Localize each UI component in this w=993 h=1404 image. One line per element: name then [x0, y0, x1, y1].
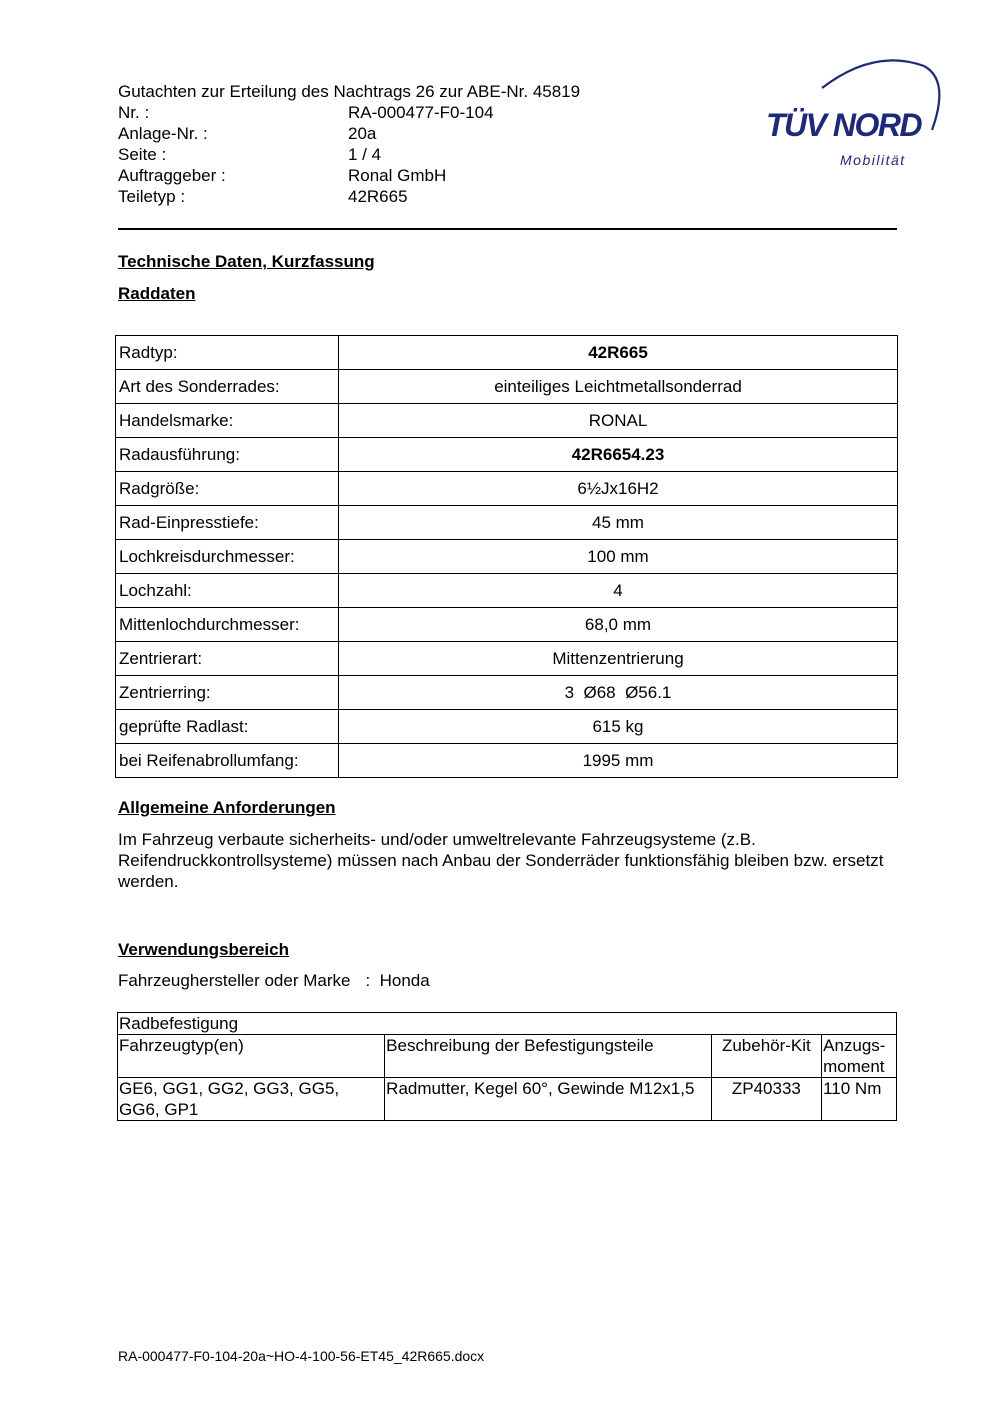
- column-header: Anzugs-moment: [822, 1035, 897, 1078]
- header-value: RA-000477-F0-104: [348, 103, 494, 122]
- table-row: [116, 438, 898, 472]
- header-key: Nr. :: [118, 103, 150, 122]
- wheel-value: 615 kg: [339, 710, 898, 744]
- wheel-key: Handelsmarke:: [116, 404, 339, 438]
- wheel-value: 42R6654.23: [339, 438, 898, 472]
- header-value: Ronal GmbH: [348, 166, 447, 185]
- wheel-value: 68,0 mm: [339, 608, 898, 642]
- header-value: 42R665: [348, 187, 408, 206]
- wheel-value: 6½Jx16H2: [339, 472, 898, 506]
- header-value: 1 / 4: [348, 145, 382, 164]
- header-divider: [118, 228, 897, 230]
- logo-brand: TÜV NORD: [766, 107, 922, 143]
- logo-subtitle: Mobilität: [840, 152, 906, 168]
- file-name-footer: RA-000477-F0-104-20a~HO-4-100-56-ET45_42R665.docx: [118, 1348, 485, 1364]
- general-requirements-text: Im Fahrzeug verbaute sicherheits- und/oder umweltrelevante Fahrzeugsysteme (z.B. Reifendruckkontrollsysteme) müssen nach Anbau der Sonderräder funktionsfähig bleiben bzw. ersetzt werden.: [118, 830, 884, 891]
- wheel-key: Radtyp:: [116, 336, 339, 370]
- maker-value: Honda: [379, 971, 430, 990]
- column-header: Fahrzeugtyp(en): [118, 1035, 385, 1078]
- header-key: Seite :: [118, 145, 167, 164]
- wheel-data-heading: Raddaten: [118, 284, 196, 303]
- vehicle-maker-line: [118, 971, 430, 991]
- table-cell: ZP40333: [711, 1078, 821, 1121]
- header-info: [118, 102, 494, 207]
- wheel-key: Zentrierart:: [116, 642, 339, 676]
- table-row: [116, 336, 898, 370]
- wheel-key: Radgröße:: [116, 472, 339, 506]
- column-header: Zubehör-Kit: [711, 1035, 821, 1078]
- wheel-key: Rad-Einpresstiefe:: [116, 506, 339, 540]
- wheel-fixing-table: [117, 1012, 897, 1121]
- table-row: [116, 370, 898, 404]
- table-header-row: [118, 1035, 897, 1078]
- wheel-value: 4: [339, 574, 898, 608]
- header-key: Auftraggeber :: [118, 166, 226, 185]
- table-row: [116, 676, 898, 710]
- table-row: [116, 608, 898, 642]
- table-row: [116, 642, 898, 676]
- usage-heading: Verwendungsbereich: [118, 940, 289, 959]
- header-row-auftraggeber: [118, 165, 494, 186]
- table-row: [116, 574, 898, 608]
- table-row: [116, 506, 898, 540]
- wheel-key: Zentrierring:: [116, 676, 339, 710]
- table-row: [116, 710, 898, 744]
- header-key: Teiletyp :: [118, 187, 186, 206]
- table-row: [116, 744, 898, 778]
- header-row-nr: [118, 102, 494, 123]
- report-title: Gutachten zur Erteilung des Nachtrags 26 zur ABE-Nr. 45819: [118, 82, 581, 101]
- wheel-value: 100 mm: [339, 540, 898, 574]
- table-row: [116, 404, 898, 438]
- wheel-value: 42R665: [339, 336, 898, 370]
- header-key: Anlage-Nr. :: [118, 124, 208, 143]
- wheel-key: geprüfte Radlast:: [116, 710, 339, 744]
- wheel-value: 45 mm: [339, 506, 898, 540]
- wheel-value: RONAL: [339, 404, 898, 438]
- maker-label: Fahrzeughersteller oder Marke: [118, 971, 351, 990]
- header-row-seite: [118, 144, 494, 165]
- header-row-anlage: [118, 123, 494, 144]
- maker-separator: :: [365, 971, 380, 990]
- wheel-data-table: [115, 335, 898, 778]
- wheel-value: Mittenzentrierung: [339, 642, 898, 676]
- general-requirements-heading: Allgemeine Anforderungen: [118, 798, 336, 817]
- wheel-key: Mittenlochdurchmesser:: [116, 608, 339, 642]
- wheel-value: 3 Ø68 Ø56.1: [339, 676, 898, 710]
- header-row-teiletyp: [118, 186, 494, 207]
- table-cell: 110 Nm: [822, 1078, 897, 1121]
- table-row: [118, 1078, 897, 1121]
- table-cell: Radmutter, Kegel 60°, Gewinde M12x1,5: [385, 1078, 711, 1121]
- column-header: Beschreibung der Befestigungsteile: [385, 1035, 711, 1078]
- fixing-caption: Radbefestigung: [118, 1013, 897, 1035]
- table-row: [118, 1013, 897, 1035]
- wheel-key: bei Reifenabrollumfang:: [116, 744, 339, 778]
- wheel-key: Lochzahl:: [116, 574, 339, 608]
- wheel-value: 1995 mm: [339, 744, 898, 778]
- header-value: 20a: [348, 124, 377, 143]
- wheel-value: einteiliges Leichtmetallsonderrad: [339, 370, 898, 404]
- tuv-nord-logo: [764, 58, 942, 170]
- tech-data-heading: Technische Daten, Kurzfassung: [118, 252, 375, 271]
- wheel-key: Art des Sonderrades:: [116, 370, 339, 404]
- wheel-key: Radausführung:: [116, 438, 339, 472]
- table-row: [116, 472, 898, 506]
- wheel-key: Lochkreisdurchmesser:: [116, 540, 339, 574]
- table-row: [116, 540, 898, 574]
- table-cell: GE6, GG1, GG2, GG3, GG5, GG6, GP1: [118, 1078, 385, 1121]
